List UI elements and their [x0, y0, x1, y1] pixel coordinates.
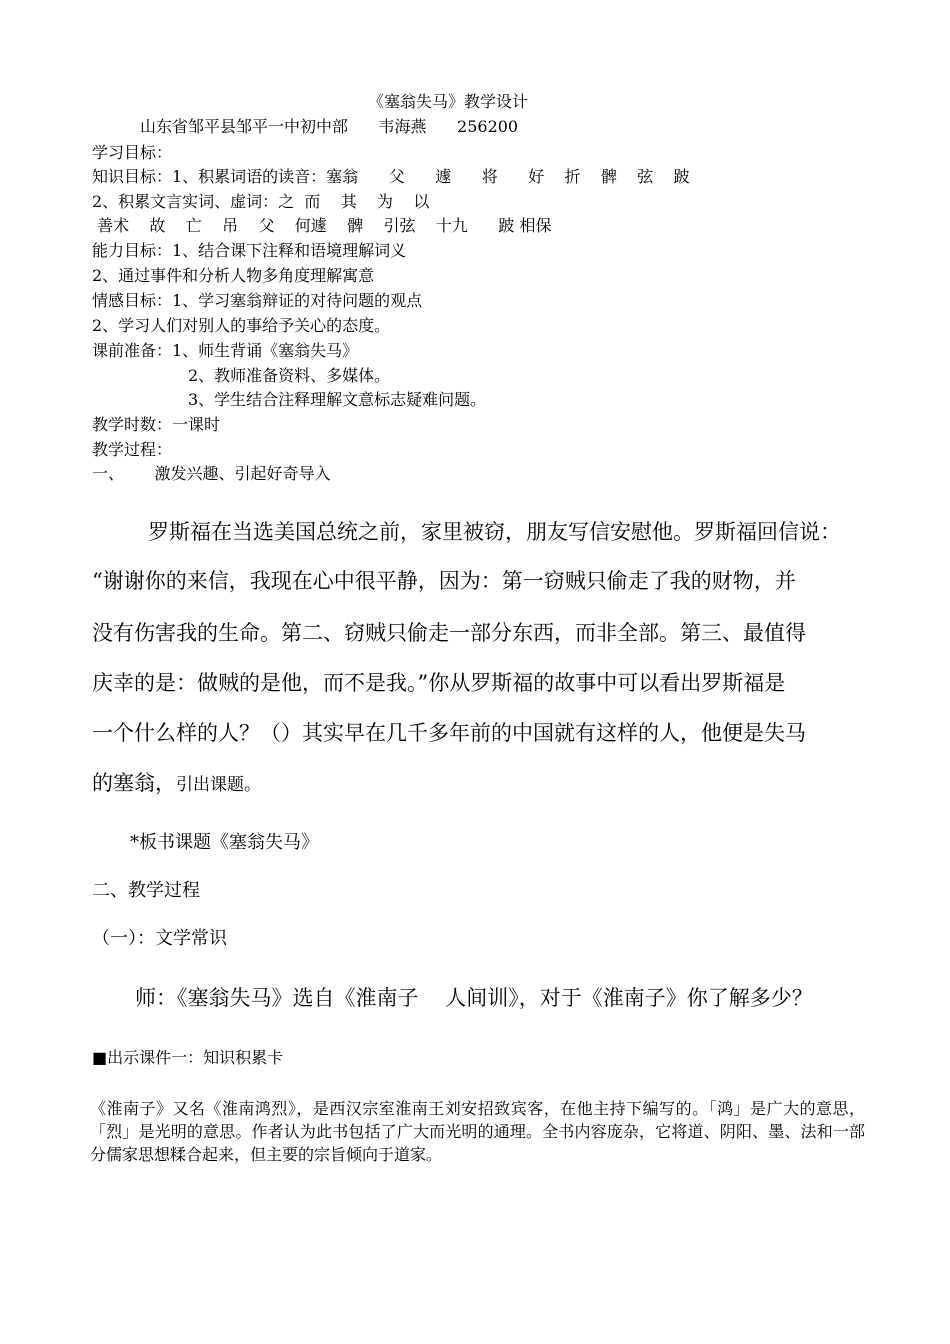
teaching-hours: 教学时数：一课时	[92, 415, 221, 434]
story-line-6-text: 的塞翁，	[92, 771, 176, 795]
story-line-4: 庆幸的是：做贼的是他，而不是我。”你从罗斯福的故事中可以看出罗斯福是	[92, 671, 786, 695]
ability-goal-2: 2、通过事件和分析人物多角度理解寓意	[92, 266, 375, 285]
emotion-goal-2: 2、学习人们对别人的事给予关心的态度。	[92, 316, 391, 335]
knowledge-goal-1: 知识目标：1、积累词语的读音：塞翁 父 遽 将 好 折 髀 弦 跛	[92, 167, 690, 186]
document-title: 《塞翁失马》教学设计	[368, 92, 529, 111]
emotion-goal-1: 情感目标：1、学习塞翁辩证的对待问题的观点	[92, 291, 423, 310]
knowledge-card-text: 《淮南子》又名《淮南鸿烈》，是西汉宗室淮南王刘安招致宾客，在他主持下编写的。「鸿」是广大的意思，「烈」是光明的意思。作者认为此书包括了广大而光明的通理。全书内容庞杂，它将道、阴阳、墨、法和一部分儒家思想糅合起来，但主要的宗旨倾向于道家。	[90, 1099, 865, 1164]
card-heading: ■出示课件一：知识积累卡	[92, 1048, 284, 1067]
literature-heading: （一）：文学常识	[92, 928, 227, 949]
prep-item-3: 3、学生结合注释理解文意标志疑难问题。	[188, 390, 487, 409]
process-heading: 教学过程：	[92, 440, 173, 459]
goals-heading: 学习目标：	[92, 143, 173, 162]
author-line: 山东省邹平县邹平一中初中部 韦海燕 256200	[140, 117, 519, 136]
board-title-note: *板书课题《塞翁失马》	[130, 832, 319, 853]
story-line-6	[92, 770, 261, 798]
teacher-question: 师：《塞翁失马》选自《淮南子 人间训》，对于《淮南子》你了解多少？	[135, 986, 813, 1010]
step-1-heading: 一、 激发兴趣、引起好奇导入	[92, 464, 331, 483]
knowledge-goal-3: 善术 故 亡 吊 父 何遽 髀 引弦 十九 跛 相保	[92, 216, 552, 235]
knowledge-goal-2: 2、积累文言实词、虚词：之 而 其 为 以	[92, 192, 430, 211]
ability-goal-1: 能力目标：1、结合课下注释和语境理解词义	[92, 241, 407, 260]
prep-item-2: 2、教师准备资料、多媒体。	[188, 366, 391, 385]
story-line-1: 罗斯福在当选美国总统之前，家里被窃，朋友写信安慰他。罗斯福回信说：	[148, 520, 841, 544]
story-line-5: 一个什么样的人？（）其实早在几千多年前的中国就有这样的人，他便是失马	[92, 721, 806, 745]
story-line-2: “谢谢你的来信，我现在心中很平静，因为：第一窃贼只偷走了我的财物，并	[92, 569, 796, 593]
step-2-heading: 二、教学过程	[92, 880, 200, 901]
lead-in-note: 引出课题。	[176, 775, 261, 795]
story-line-3: 没有伤害我的生命。第二、窃贼只偷走一部分东西，而非全部。第三、最值得	[92, 621, 806, 645]
prep-item-1: 课前准备：1、师生背诵《塞翁失马》	[92, 341, 359, 360]
